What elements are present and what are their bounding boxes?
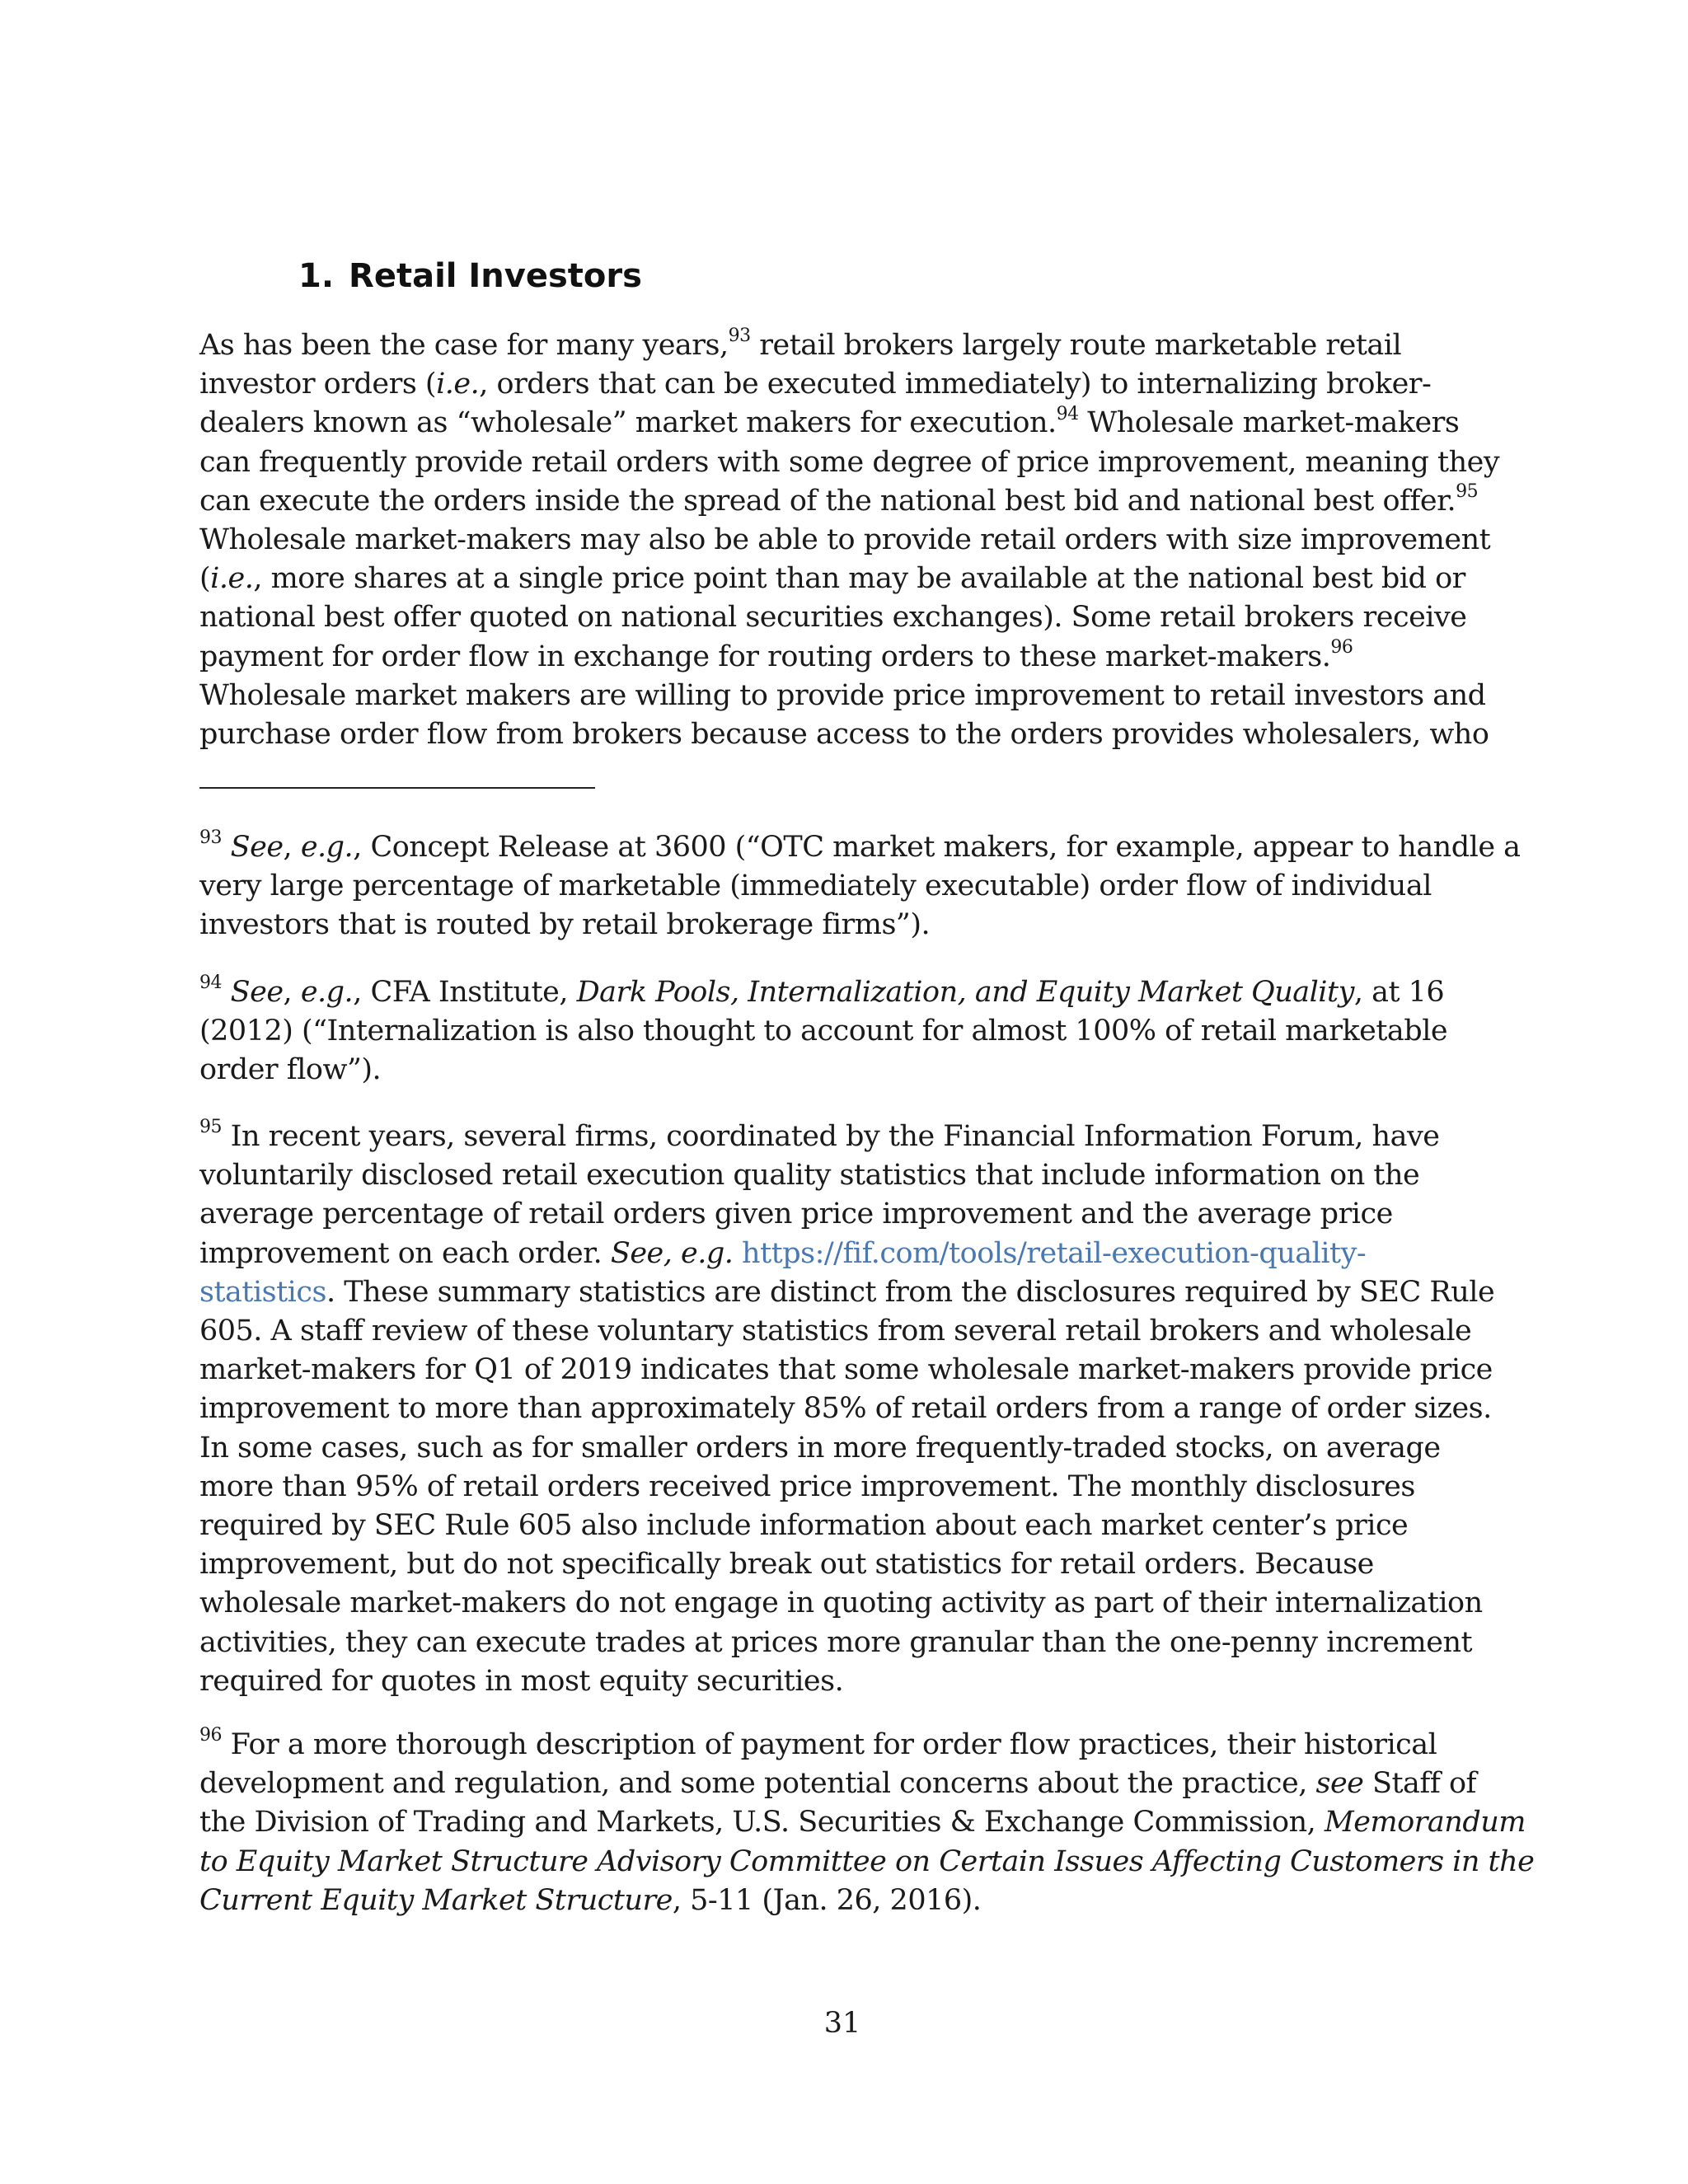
footnote-95: $^{95}$ In recent years, several firms, coordinated by the Financial Information Forum, have voluntarily disclosed retail execution quality statistics that include information on the average percentage of retail orders given price improvement and the average price improvement on each order. See, e.g. https://fif.com/tools/retail-execution-quality- statistics. These summary statistics are distinct from the disclosures required by SEC Rule 605. A staff review of these voluntary statistics from several retail brokers and wholesale market-makers for Q1 of 2019 indicates that some wholesale market-makers provide price improvement to more than approximately 85% of retail orders from a range of order sizes. In some cases, such as for smaller orders in more frequently-traded stocks, on average more than 95% of retail orders received price improvement. The monthly disclosures required by SEC Rule 605 also include information about each market center’s price improvement, but do not specifically break out statistics for retail orders. Because wholesale market-makers do not engage in quoting activity as part of their internalization activities, they can execute trades at prices more granular than the one-penny increment required for quotes in most equity securities. — [199, 1117, 1495, 1698]
body-line: Wholesale market makers are willing to provide price improvement to retail investors and — [199, 678, 1486, 712]
fif-statistics-link[interactable]: https://fif.com/tools/retail-execution-quality- — [742, 1236, 1367, 1270]
footnote-96: $^{96}$ For a more thorough description of payment for order flow practices, their historical development and regulation, and some potential concerns about the practice, see Staff of the Division of Trading and Markets, U.S. Securities & Exchange Commission, Memorandum to Equity Market Structure Advisory Committee on Certain Issues Affecting Customers in the Current Equity Market Structure, 5-11 (Jan. 26, 2016). — [199, 1725, 1535, 1917]
body-line: Wholesale market-makers may also be able to provide retail orders with size improvement — [199, 523, 1491, 557]
footnote-ref-93[interactable]: 93 — [728, 326, 751, 347]
body-line: national best offer quoted on national securities exchanges). Some retail brokers receive — [199, 601, 1467, 635]
footnote-ref-95[interactable]: 95 — [1456, 481, 1479, 503]
body-line: purchase order flow from brokers because access to the orders provides wholesalers, who — [199, 718, 1489, 752]
body-line: can execute the orders inside the spread of the national best bid and national best offer.$^{95}$ — [199, 481, 1479, 518]
section-number: 1. — [298, 257, 335, 295]
section-heading — [298, 257, 642, 295]
footnote-94: $^{94}$ See, e.g., CFA Institute, Dark Pools, Internalization, and Equity Market Quality, at 16 (2012) (“Internalization is also thought to account for almost 100% of retail marketable order flow”). — [199, 972, 1448, 1087]
footnote-number: 95 — [199, 1117, 222, 1138]
footnote-ref-96[interactable]: 96 — [1330, 636, 1353, 658]
footnote-separator — [199, 787, 595, 789]
cited-title: Dark Pools, Internalization, and Equity Market Quality — [576, 976, 1354, 1009]
footnote-number: 96 — [199, 1725, 222, 1746]
section-title: Retail Investors — [349, 257, 642, 295]
body-line: payment for order flow in exchange for routing orders to these market-makers.$^{96}$ — [199, 636, 1353, 673]
body-line: dealers known as “wholesale” market makers for execution.$^{94}$ Wholesale market-makers — [199, 403, 1460, 440]
body-line: investor orders (i.e., orders that can be executed immediately) to internalizing broker- — [199, 368, 1432, 401]
footnote-ref-94[interactable]: 94 — [1056, 403, 1079, 424]
body-line: can frequently provide retail orders with some degree of price improvement, meaning they — [199, 445, 1500, 479]
footnote-number: 93 — [199, 827, 222, 849]
page-number: 31 — [823, 2007, 861, 2040]
document-page — [199, 0, 1535, 2184]
footnote-93: $^{93}$ See, e.g., Concept Release at 3600 (“OTC market makers, for example, appear to handle a very large percentage of marketable (immediately executable) order flow of individual investors that is routed by retail brokerage firms”). — [199, 827, 1521, 942]
footnote-number: 94 — [199, 972, 222, 994]
body-line: (i.e., more shares at a single price point than may be available at the national best bid or — [199, 562, 1465, 596]
fif-statistics-link-cont[interactable]: statistics — [199, 1275, 326, 1309]
body-line: As has been the case for many years,$^{93}$ retail brokers largely route marketable retail — [199, 326, 1402, 362]
body-paragraph — [199, 326, 1500, 754]
